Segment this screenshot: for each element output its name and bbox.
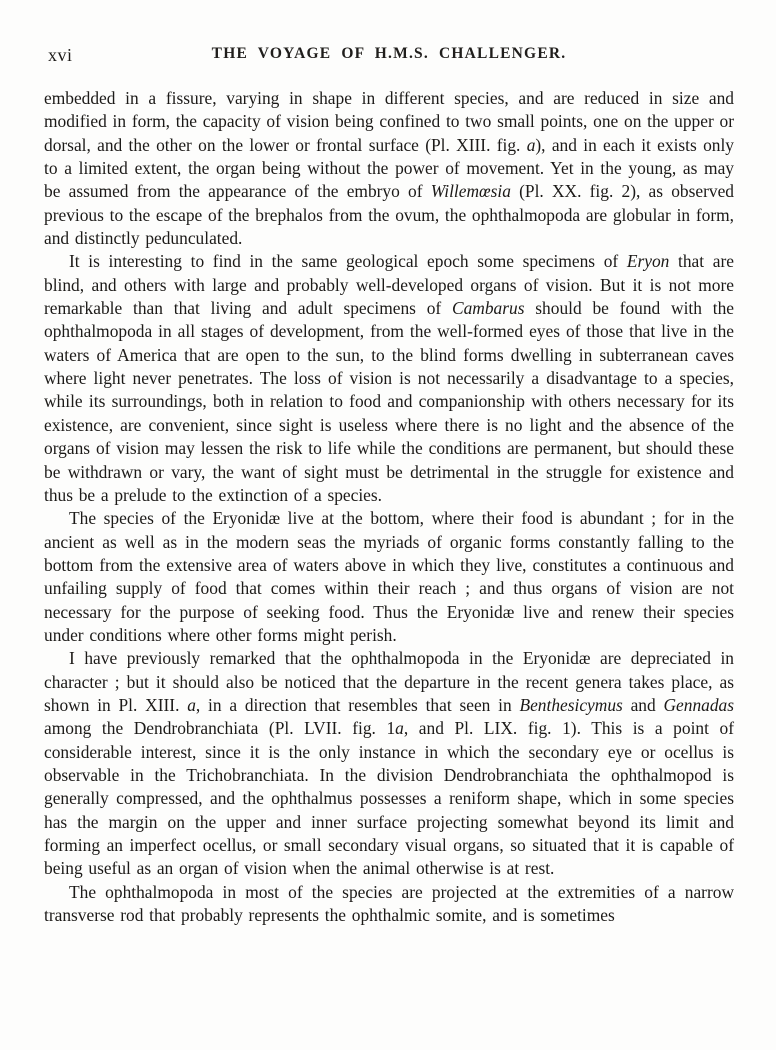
italic-text-run: a: [395, 718, 404, 739]
text-run: ), and in each it exists only to a limited extent, the organ being without the power of movement. Yet in the young, as may be assumed from the appearance of the embryo of: [44, 134, 734, 202]
page-header: [44, 45, 734, 67]
text-run: that are blind, and others with large and probably well-developed organs of vision. But it is not more remarkable than that living and adult specimens of: [44, 251, 734, 319]
italic-text-run: Cambarus: [452, 298, 525, 319]
text-run: should be found with the ophthalmopoda in all stages of development, from the well-formed eyes of those that live in the waters of America that are open to the sun, to the blind forms dwelling in subterranean caves where light never penetrates. The loss of vision is not necessarily a disadvantage to a species, while its surroundings, both in relation to food and companionship with others necessary for its existence, are convenient, since sight is useless where there is no light and the absence of the organs of vision may lessen the risk to life while the conditions are permanent, but should these be withdrawn or vary, the want of sight must be detrimental in the struggle for existence and thus be a prelude to the extinction of a species.: [44, 298, 734, 505]
text-run: (Pl. XX. fig. 2), as observed previous to the escape of the brephalos from the ovum, the ophthalmopoda are globular in form, and distinctly pedunculated.: [44, 181, 735, 249]
running-title: THE VOYAGE OF H.M.S. CHALLENGER.: [211, 45, 567, 62]
text-run: It is interesting to find in the same geological epoch some specimens of: [69, 251, 627, 272]
paragraph: [44, 507, 734, 647]
text-run: and: [622, 694, 664, 715]
paragraph: [44, 881, 734, 928]
text-run: The ophthalmopoda in most of the species are projected at the extremities of a narrow transverse rod that probably represents the ophthalmic somite, and is sometimes: [44, 881, 734, 926]
paragraph: [44, 250, 734, 507]
text-run: , and Pl. LIX. fig. 1). This is a point of considerable interest, since it is the only instance in which the secondary eye or ocellus is observable in the Trichobranchiata. In the division Dendrobranchiata the ophthalmopod is generally compressed, and the ophthalmus possesses a reniform shape, which in some species has the margin on the upper and inner surface projecting somewhat beyond its limit and forming an imperfect ocellus, or small secondary visual organs, so situated that it is capable of being useful as an organ of vision when the animal otherwise is at rest.: [44, 718, 734, 879]
paragraph: [44, 647, 734, 880]
text-run: , in a direction that resembles that seen in: [195, 694, 520, 715]
text-run: embedded in a fissure, varying in shape in different species, and are reduced in size and modified in form, the capacity of vision being confined to two small points, one on the upper or dorsal, and the other on the lower or frontal surface (Pl. XIII. fig.: [44, 88, 734, 155]
italic-text-run: Eryon: [626, 251, 670, 272]
text-run: among the Dendrobranchiata (Pl. LVII. fig. 1: [44, 718, 396, 739]
paragraph: [44, 87, 734, 250]
page-body: [44, 87, 734, 927]
page-number: xvi: [48, 45, 73, 65]
italic-text-run: Willemœsia: [430, 181, 511, 202]
text-run: The species of the Eryonidæ live at the bottom, where their food is abundant ; for in the ancient as well as in the modern seas the myriads of organic forms constantly falling to the bottom from the extensive area of waters above in which they live, constitutes a continuous and unfailing supply of food that comes within their reach ; and thus organs of vision are not necessary for the purpose of seeking food. Thus the Eryonidæ live and renew their species under conditions where other forms might perish.: [44, 508, 734, 645]
text-run: I have previously remarked that the ophthalmopoda in the Eryonidæ are depreciated in character ; but it should also be noticed that the departure in the recent genera takes place, as shown in Pl. XIII.: [44, 648, 734, 715]
italic-text-run: Gennadas: [663, 694, 734, 715]
italic-text-run: a: [526, 134, 536, 155]
italic-text-run: a: [187, 694, 196, 715]
italic-text-run: Benthesicymus: [519, 694, 623, 715]
